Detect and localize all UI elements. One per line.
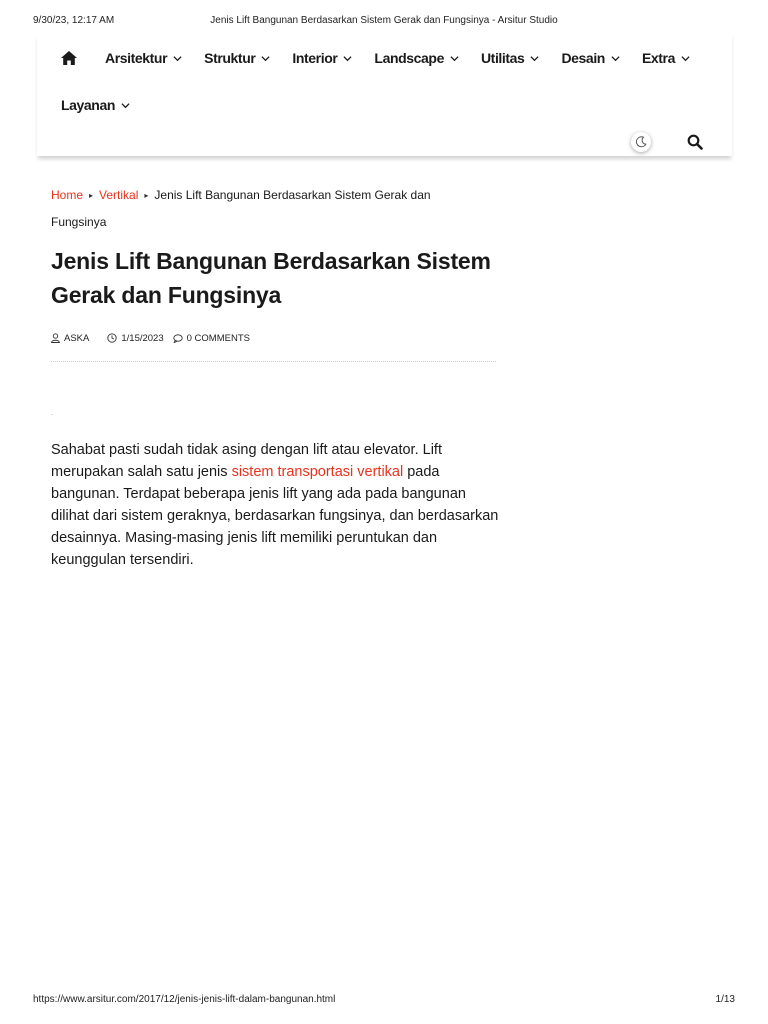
clock-icon <box>107 333 117 343</box>
nav-item-label: Utilitas <box>480 50 525 66</box>
nav-item-label: Arsitektur <box>105 50 168 66</box>
print-page-number: 1/13 <box>715 994 735 1005</box>
nav-item-label: Struktur <box>204 50 256 66</box>
chevron-down-icon <box>121 101 130 110</box>
print-document-title: Jenis Lift Bangunan Berdasarkan Sistem Gerak dan Fungsinya - Arsitur Studio <box>210 15 558 26</box>
content-marker: . <box>51 408 54 417</box>
print-url: https://www.arsitur.com/2017/12/jenis-jenis-lift-dalam-bangunan.html <box>33 994 336 1005</box>
dark-mode-toggle[interactable] <box>631 132 651 152</box>
nav-item-utilitas[interactable] <box>481 50 539 66</box>
post-meta <box>51 331 250 345</box>
chevron-down-icon <box>343 54 352 63</box>
main-nav-row-2 <box>61 96 152 114</box>
post-comments-count: 0 COMMENTS <box>186 332 250 344</box>
nav-item-label: Layanan <box>61 97 115 113</box>
post-intro-paragraph <box>51 439 501 571</box>
home-button[interactable] <box>61 50 77 66</box>
nav-item-struktur[interactable] <box>204 50 270 66</box>
nav-item-label: Landscape <box>374 50 444 66</box>
print-header <box>33 15 735 29</box>
main-nav <box>61 49 712 67</box>
nav-item-label: Desain <box>561 50 605 66</box>
breadcrumb-separator-icon: ▸ <box>89 190 94 200</box>
nav-item-desain[interactable] <box>561 50 620 66</box>
page-title: Jenis Lift Bangunan Berdasarkan Sistem Gerak dan Fungsinya <box>51 248 491 308</box>
chevron-down-icon <box>530 54 539 63</box>
post-date <box>107 333 163 344</box>
chevron-down-icon <box>681 54 690 63</box>
chevron-down-icon <box>450 54 459 63</box>
intro-text-before: Sahabat pasti sudah tidak asing dengan lift atau elevator. Lift merupakan salah satu jenis <box>51 442 442 480</box>
home-icon <box>61 51 77 65</box>
breadcrumb-separator-icon: ▸ <box>144 190 149 200</box>
intro-link-sistem-transportasi-vertikal[interactable]: sistem transportasi vertikal <box>231 464 404 480</box>
search-icon <box>687 134 703 150</box>
nav-item-label: Extra <box>641 50 675 66</box>
breadcrumb-current: Jenis Lift Bangunan Berdasarkan Sistem Gerak dan Fungsinya <box>51 188 431 229</box>
breadcrumb-home-link[interactable]: Home <box>51 188 84 202</box>
moon-icon <box>635 136 647 148</box>
post-date-value: 1/15/2023 <box>121 332 164 344</box>
nav-item-extra[interactable] <box>642 50 690 66</box>
post-author-name: ASKA <box>64 332 90 344</box>
print-footer <box>33 994 735 1008</box>
chevron-down-icon <box>261 54 270 63</box>
user-icon <box>51 333 60 343</box>
post-comments-link[interactable] <box>173 333 250 344</box>
nav-item-layanan[interactable] <box>61 97 130 113</box>
nav-item-interior[interactable] <box>292 50 352 66</box>
site-header <box>37 33 732 156</box>
intro-text-after: pada bangunan. Terdapat beberapa jenis lift yang ada pada bangunan dilihat dari sistem geraknya, berdasarkan fungsinya, dan berdasarkan desainnya. Masing-masing jenis lift memiliki peruntukan dan keunggulan tersendiri. <box>51 464 499 568</box>
print-datetime: 9/30/23, 12:17 AM <box>33 15 115 26</box>
nav-item-arsitektur[interactable] <box>105 50 182 66</box>
breadcrumb <box>51 182 471 235</box>
nav-item-landscape[interactable] <box>374 50 459 66</box>
post-author[interactable] <box>51 333 89 344</box>
chevron-down-icon <box>173 54 182 63</box>
search-button[interactable] <box>687 134 703 150</box>
meta-divider <box>51 361 496 362</box>
comment-icon <box>173 334 183 343</box>
nav-item-label: Interior <box>292 50 338 66</box>
breadcrumb-category-link[interactable]: Vertikal <box>99 188 139 202</box>
chevron-down-icon <box>611 54 620 63</box>
